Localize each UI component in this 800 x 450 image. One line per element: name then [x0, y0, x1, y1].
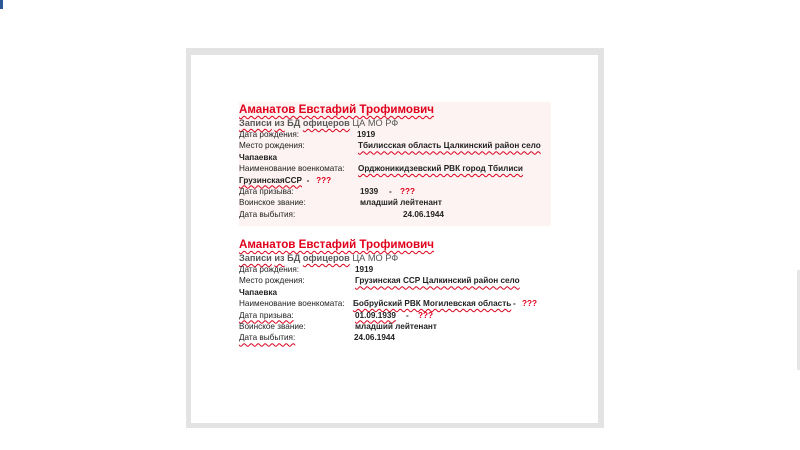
field-birth-place: Место рождения: Грузинская ССР Цалкинский район село [239, 276, 520, 286]
field-departure-date: Дата выбытия: 24.06.1944 [239, 209, 444, 219]
field-enlistment-office: Наименование военкомата: Бобруйский РВК Могилевская область - ??? [239, 299, 538, 309]
source-line: Записи из БД офицеров ЦА МО РФ [239, 118, 399, 128]
field-draft-date: Дата призыва: 01.09.1939 - ??? [239, 310, 434, 320]
field-draft-date: Дата призыва: 1939 - ??? [239, 186, 416, 196]
field-birth-place-cont: Чапаевка [239, 287, 278, 297]
record-1 [239, 102, 551, 226]
field-birth-date: Дата рождения: 1919 [239, 265, 374, 274]
field-enlistment-office: Наименование военкомата: Орджоникидзевский РВК город Тбилиси [239, 164, 523, 174]
field-birth-place-cont: Чапаевка [239, 152, 278, 162]
field-enlistment-office-cont: ГрузинскаяССР - ??? [239, 175, 332, 185]
field-birth-date: Дата рождения: 1919 [239, 130, 376, 139]
source-line: Записи из БД офицеров ЦА МО РФ [239, 253, 399, 263]
person-name: Аманатов Евстафий Трофимович [239, 103, 434, 116]
field-rank: Воинское звание: младший лейтенант [239, 321, 437, 331]
record-2 [239, 237, 551, 344]
field-rank: Воинское звание: младший лейтенант [239, 198, 442, 208]
field-departure-date: Дата выбытия: 24.06.1944 [239, 333, 395, 343]
person-name: Аманатов Евстафий Трофимович [239, 238, 434, 251]
window-corner-mark [0, 0, 3, 9]
field-birth-place: Место рождения: Тбилисская область Цалкинский район село [239, 141, 541, 151]
